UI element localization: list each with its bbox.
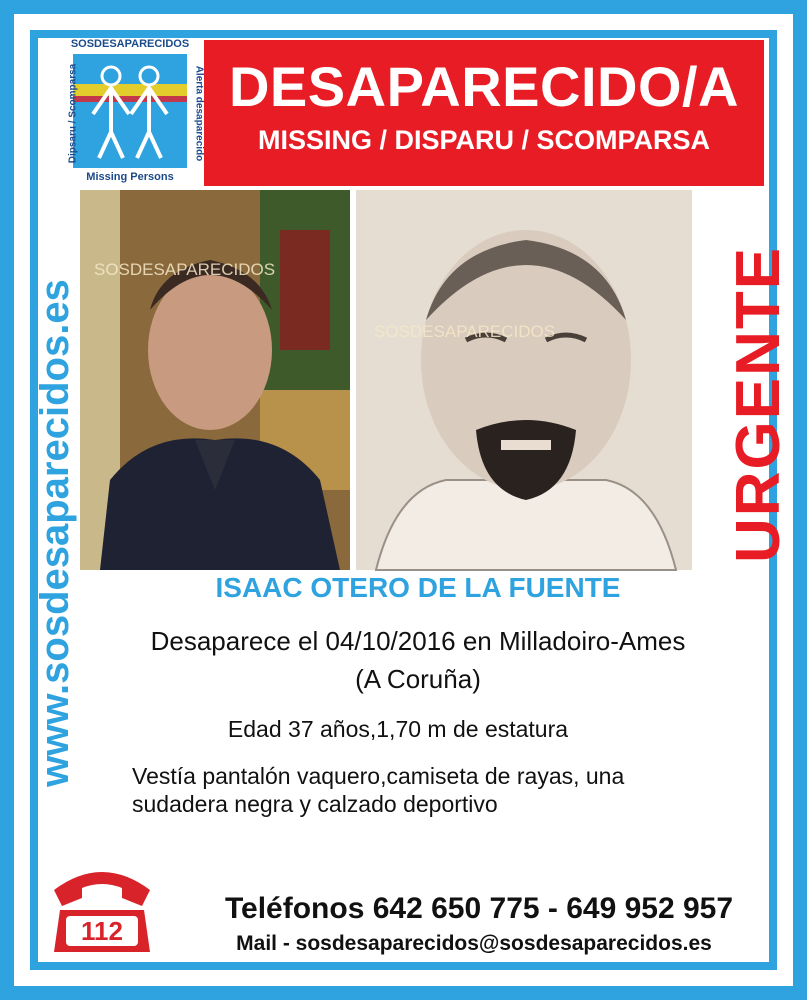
clothing-description — [132, 762, 752, 818]
banner-title: DESAPARECIDO/A — [228, 55, 739, 118]
contact-mail: Mail - sosdesaparecidos@sosdesaparecidos.es — [236, 932, 712, 955]
missing-banner — [204, 40, 764, 186]
banner-subtitle: MISSING / DISPARU / SCOMPARSA — [257, 125, 711, 155]
emergency-number: 112 — [81, 916, 123, 946]
disappearance-info: Desaparece el 04/10/2016 en Milladoiro-Ames — [150, 626, 686, 656]
sosdesaparecidos-logo — [56, 38, 204, 188]
contact-phones: Teléfonos 642 650 775 - 649 952 957 — [224, 892, 734, 925]
logo-figures-icon — [73, 54, 187, 168]
photo-watermark-2: SOSDESAPARECIDOS — [374, 322, 556, 341]
person-photo-1 — [80, 190, 350, 570]
person-photo-2 — [356, 190, 692, 570]
person-name: ISAAC OTERO DE LA FUENTE — [215, 572, 621, 603]
logo-right-text: Alerta desaparecido — [193, 65, 205, 162]
logo-left-text: Dipsaru / Scomparsa — [67, 63, 79, 164]
age-height-info: Edad 37 años,1,70 m de estatura — [227, 716, 569, 742]
urgent-label: URGENTE — [724, 245, 793, 563]
province-info: (A Coruña) — [355, 664, 481, 694]
poster-panel — [33, 38, 793, 962]
clothing-line-1: Vestía pantalón vaquero,camiseta de rayas, una — [132, 763, 625, 789]
clothing-line-2: sudadera negra y calzado deportivo — [132, 791, 498, 817]
photo-watermark-1: SOSDESAPARECIDOS — [94, 260, 276, 279]
emergency-phone-icon — [46, 860, 158, 956]
side-website-url: www.sosdesaparecidos.es — [33, 279, 77, 787]
logo-top-text: SOSDESAPARECIDOS — [70, 38, 190, 50]
logo-bottom-text: Missing Persons — [86, 171, 174, 183]
